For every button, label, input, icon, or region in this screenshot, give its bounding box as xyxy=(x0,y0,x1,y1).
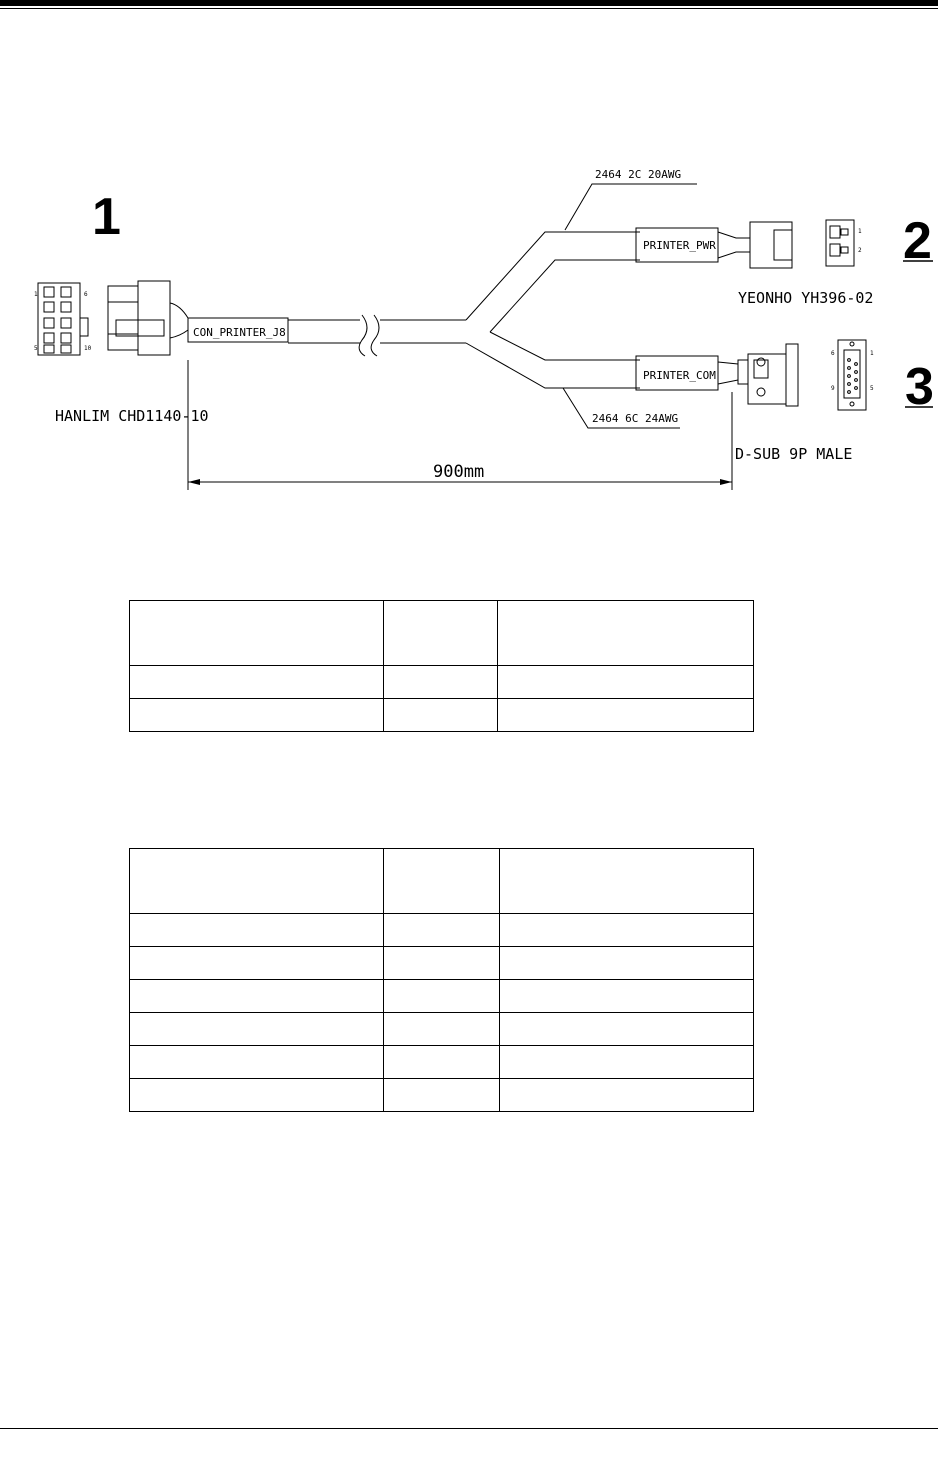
table-row xyxy=(130,914,754,947)
table-header-row xyxy=(130,601,754,666)
table-cell xyxy=(500,1079,754,1112)
connector-3-label: PRINTER_COM xyxy=(643,369,716,382)
table-cell xyxy=(384,601,498,666)
table-cell xyxy=(498,699,754,732)
table-cell xyxy=(500,947,754,980)
pinout-table-com xyxy=(129,848,754,1112)
cable-length: 900mm xyxy=(433,462,485,482)
table-cell xyxy=(130,947,384,980)
table-cell xyxy=(384,699,498,732)
c1-pin-label: 6 xyxy=(84,291,88,298)
table-cell xyxy=(130,1013,384,1046)
table-cell xyxy=(500,980,754,1013)
connector-1-label: CON_PRINTER_J8 xyxy=(193,326,286,339)
table-cell xyxy=(384,849,500,914)
table-row xyxy=(130,980,754,1013)
c1-pin-label: 1 xyxy=(34,291,38,298)
cable-drawing xyxy=(0,0,938,520)
table-cell xyxy=(130,980,384,1013)
table-cell xyxy=(384,1046,500,1079)
table-cell xyxy=(384,914,500,947)
table-cell xyxy=(130,1079,384,1112)
connector-2-part: YEONHO YH396-02 xyxy=(738,289,874,307)
connector-1-face xyxy=(38,283,88,355)
table-cell xyxy=(500,914,754,947)
connector-3-part: D-SUB 9P MALE xyxy=(735,445,853,463)
connector-1-number: 1 xyxy=(92,188,121,246)
table-header-row xyxy=(130,849,754,914)
table-cell xyxy=(130,1046,384,1079)
c2-pin-label: 1 xyxy=(858,228,862,235)
c3-pin-label: 1 xyxy=(870,350,874,357)
table-cell xyxy=(498,666,754,699)
com-cable-spec: 2464 6C 24AWG xyxy=(592,412,679,425)
table-cell xyxy=(130,666,384,699)
table-cell xyxy=(130,914,384,947)
table-row xyxy=(130,699,754,732)
table-cell xyxy=(384,666,498,699)
pinout-table-power xyxy=(129,600,754,732)
connector-2-label: PRINTER_PWR xyxy=(643,239,716,252)
footer-rule xyxy=(0,1428,938,1429)
table-cell xyxy=(500,1046,754,1079)
table-cell xyxy=(130,699,384,732)
table-cell xyxy=(384,947,500,980)
power-cable-spec: 2464 2C 20AWG xyxy=(595,168,682,181)
table-cell xyxy=(130,601,384,666)
table-cell xyxy=(384,1013,500,1046)
table-cell xyxy=(500,1013,754,1046)
table-cell xyxy=(500,849,754,914)
c1-pin-label: 5 xyxy=(34,345,38,352)
connector-1-part: HANLIM CHD1140-10 xyxy=(55,407,209,425)
table-row xyxy=(130,666,754,699)
connector-3-number: 3 xyxy=(905,358,934,416)
connector-1-body xyxy=(108,281,170,355)
table-cell xyxy=(498,601,754,666)
table-row xyxy=(130,1013,754,1046)
table-row xyxy=(130,947,754,980)
c3-pin-label: 5 xyxy=(870,385,874,392)
connector-2-number: 2 xyxy=(903,212,932,270)
table-row xyxy=(130,1046,754,1079)
table-cell xyxy=(384,980,500,1013)
table-cell xyxy=(384,1079,500,1112)
table-cell xyxy=(130,849,384,914)
c1-pin-label: 10 xyxy=(84,345,92,352)
c2-pin-label: 2 xyxy=(858,247,862,254)
c3-pin-label: 6 xyxy=(831,350,835,357)
table-row xyxy=(130,1079,754,1112)
c3-pin-label: 9 xyxy=(831,385,835,392)
